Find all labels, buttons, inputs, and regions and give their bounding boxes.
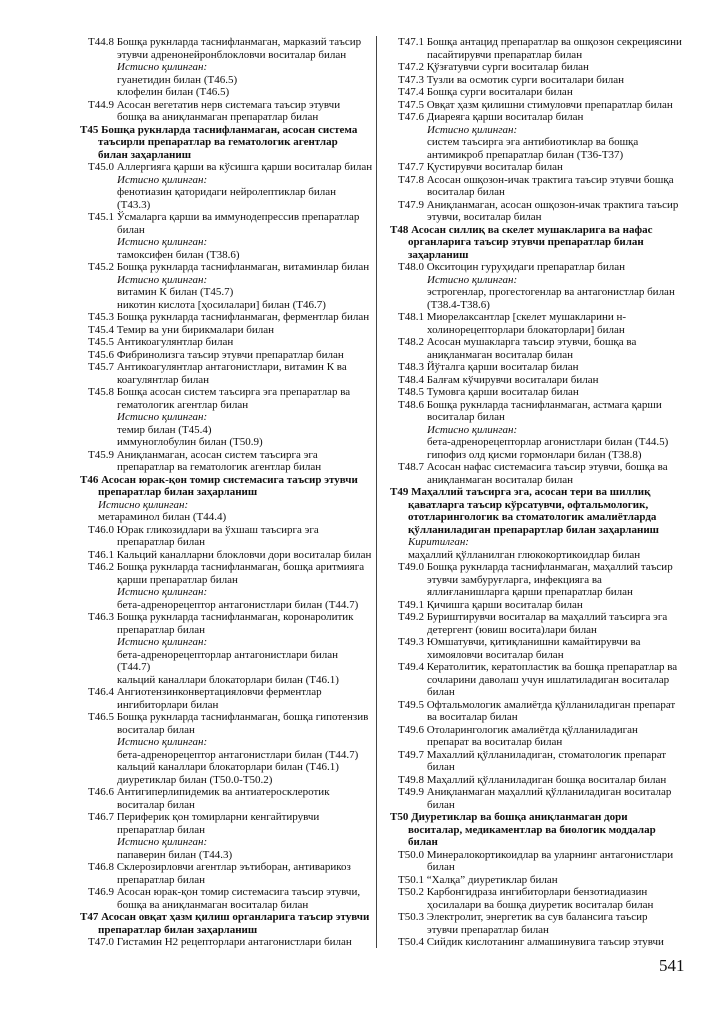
exclusion-label: Истисно қилинган: [117,736,208,748]
entry-continuation-line: билан [117,223,145,236]
code-entry-line: Т50.1 “Халқа” диуретиклар билан [398,873,558,886]
exclusion-reference: клофелин билан (Т46.5) [117,86,230,98]
code-entry-line: Т48.6 Бошқа рукнларда таснифланмаган, астмага қарши [398,398,662,411]
entry-continuation-line: бошқа ва аниқланмаган воситалар билан [117,898,309,911]
entry-continuation-line: аниқланмаган воситалар билан [427,473,574,486]
code-entry-line: Т49.6 Отоларингологик амалиётда қўлланиладиган [398,723,638,736]
exclusion-reference: бета-адренорецептор антагонистлари билан (Т44.7) [117,748,359,761]
exclusion-reference: темир билан (Т45.4) [117,423,212,436]
code-entry-line: Т47.2 Қўзғатувчи сурги воситалар билан [398,61,589,73]
entry-continuation-line: детергент (ювиш восита)лари билан [427,623,597,636]
code-entry-line: Т47.5 Овқат ҳазм қилишни стимуловчи препаратлар билан [398,98,673,111]
section-note-reference: маҳаллий қўлланилган глюкокортикоидлар билан [408,548,641,561]
section-heading-continuation: қаватларга таъсир кўрсатувчи, офтальмологик, [408,498,649,511]
exclusion-reference: кальций каналлари блокаторлари билан (Т46.1) [117,761,339,773]
exclusion-label: Истисно қилинган: [117,636,208,648]
section-heading: Т45 Бошқа рукнларда таснифланмаган, асосан система [80,123,358,136]
code-entry-line: Т47.7 Қустирувчи воситалар билан [398,161,563,173]
code-entry-line: Т44.8 Бошқа рукнларда таснифланмаган, марказий таъсир [88,36,362,48]
code-entry-line: Т49.3 Юмшатувчи, қитиқланишни камайтирувчи ва [398,636,641,648]
exclusion-label: Истисно қилинган: [117,836,208,848]
exclusion-reference: эстрогенлар, прогестогенлар ва антагонистлар билан [427,286,675,298]
section-heading-continuation: қўлланиладиган препарартлар билан заҳарланиш [408,523,659,536]
section-note-label: Истисно қилинган: [98,498,189,511]
code-entry-line: Т47.1 Бошқа антацид препаратлар ва ошқозон секрециясини [398,36,682,48]
code-entry-line: Т45.8 Бошқа асосан систем таъсирга эга препаратлар ва [88,386,351,398]
code-entry-line: Т50.0 Минералокортикоидлар ва уларнинг антагонистлари [398,848,674,861]
code-entry-line: Т49.7 Махаллий қўлланиладиган, стоматологик препарат [398,748,667,761]
exclusion-label: Истисно қилинган: [117,173,208,186]
entry-continuation-line: билан [427,861,455,873]
entry-continuation-line: воситалар билан [427,186,505,198]
exclusion-reference: бета-адренорецептор антагонистлари билан (Т44.7) [117,598,359,611]
exclusion-reference: кальций каналлари блокаторлари билан (Т46.1) [117,673,339,686]
entry-continuation-line: препаратлар билан [117,536,206,548]
code-entry-line: Т46.5 Бошқа рукнларда таснифланмаган, бошқа гипотензив [88,711,369,723]
code-entry-line: Т45.3 Бошқа рукнларда таснифланмаган, ферментлар билан [88,311,370,323]
exclusion-reference: диуретиклар билан (Т50.0-Т50.2) [117,773,273,786]
entry-continuation-line: препаратлар билан [117,873,206,886]
code-entry-line: Т46.4 Ангиотензинконвертацияловчи ферментлар [88,686,322,698]
entry-continuation-line: билан [427,686,455,698]
code-entry-line: Т49.1 Қичишга қарши воситалар билан [398,598,583,611]
section-heading: Т50 Диуретиклар ва бошқа аниқланмаган дори [390,811,628,823]
section-heading-continuation: заҳарланиш [408,248,469,261]
entry-continuation-line: аниқланмаган воситалар билан [427,348,574,361]
code-entry-line: Т45.9 Аниқланмаган, асосан систем таъсирга эга [88,448,318,461]
section-heading-continuation: билан [408,836,438,848]
exclusion-reference: фенотиазин қаторидаги нейролептиклар билан [117,186,336,198]
exclusion-label: Истисно қилинган: [117,61,208,73]
entry-continuation-line: холинорецепторлари блокаторлари] билан [427,323,625,336]
code-entry-line: Т50.4 Сийдик кислотанинг алмашинувига таъсир этувчи [398,936,664,948]
entry-continuation-line: билан [427,761,455,773]
entry-continuation-line: воситалар билан [117,798,195,811]
code-entry-line: Т48.3 Йўталга қарши воситалар билан [398,361,579,373]
code-entry-line: Т47.9 Аниқланмаган, асосан ошқозон-ичак трактига таъсир [398,198,679,211]
code-entry-line: Т45.7 Антикоагулянтлар антагонистлари, витамин К ва [88,361,347,373]
code-entry-line: Т47.3 Тузли ва осмотик сурги воситалари билан [398,73,625,86]
section-heading-continuation: органларига таъсир этувчи препаратлар билан [408,236,644,248]
exclusion-label: Истисно қилинган: [117,236,208,248]
entry-continuation-line: этувчи замбуруғларга, инфекцияга ва [427,573,602,586]
code-entry-line: Т49.2 Буриштирувчи воситалар ва маҳаллий таъсирга эга [398,611,668,623]
section-note-label: Киритилган: [408,536,469,548]
entry-continuation-line: препаратлар ва гематологик агентлар билан [117,461,322,473]
entry-continuation-line: химояловчи воситалар билан [427,648,564,661]
section-heading: Т47 Асосан овқат ҳазм қилиш органларига таъсир этувчи [80,911,370,923]
code-entry-line: Т45.5 Антикоагулянтлар билан [88,336,234,348]
entry-continuation-line: билан [427,798,455,811]
section-heading: Т46 Асосан юрак-қон томир системасига таъсир этувчи [80,473,358,486]
exclusion-reference: (Т43.3) [117,198,151,211]
entry-continuation-line: этувчи адренонейронблокловчи воситалар билан [117,48,347,61]
code-entry-line: Т48.7 Асосан нафас системасига таъсир этувчи, бошқа ва [398,461,668,473]
entry-continuation-line: коагулянтлар билан [117,373,210,386]
code-entry-line: Т47.6 Диареяга қарши воситалар билан [398,111,584,123]
exclusion-reference: бета-адренорецепторлар антагонистлари билан [117,648,339,661]
code-entry-line: Т46.2 Бошқа рукнларда таснифланмаган, бошқа аритмияга [88,561,365,573]
exclusion-reference: (Т44.7) [117,661,151,673]
exclusion-label: Истисно қилинган: [427,273,518,286]
section-heading-continuation: билан заҳарланиш [98,148,191,161]
exclusion-reference: тамоксифен билан (Т38.6) [117,248,240,261]
code-entry-line: Т46.7 Периферик қон томирларни кенгайтирувчи [88,811,320,823]
entry-continuation-line: пасайтирувчи препаратлар билан [427,48,583,61]
code-entry-line: Т50.3 Электролит, энергетик ва сув балансига таъсир [398,911,648,923]
exclusion-label: Истисно қилинган: [117,586,208,598]
left-column [80,36,375,949]
exclusion-label: Истисно қилинган: [117,273,208,286]
exclusion-label: Истисно қилинган: [427,123,518,136]
entry-continuation-line: гематологик агентлар билан [117,398,249,411]
entry-continuation-line: препаратлар билан [117,623,206,636]
code-entry-line: Т49.5 Офтальмологик амалиётда қўлланиладиган препарат [398,698,676,711]
code-entry-line: Т49.9 Аниқланмаган маҳаллий қўлланиладиган воситалар [398,786,672,798]
exclusion-reference: гипофиз олд қисми гормонлари билан (Т38.8) [427,448,642,461]
entry-continuation-line: ҳосилалари ва бошқа диуретик воситалар билан [427,898,654,911]
code-entry-line: Т46.0 Юрак гликозидлари ва ўхшаш таъсирга эга [88,523,319,536]
exclusion-label: Истисно қилинган: [117,411,208,423]
section-heading: Т48 Асосан силлиқ ва скелет мушакларига ва нафас [390,223,653,236]
code-entry-line: Т49.0 Бошқа рукнларда таснифланмаган, маҳаллий таъсир [398,561,673,573]
entry-continuation-line: яллиғланишларга қарши препаратлар билан [427,586,633,598]
code-entry-line: Т47.8 Асосан ошқозон-ичак трактига таъсир этувчи бошқа [398,173,674,186]
code-entry-line: Т48.2 Асосан мушакларга таъсир этувчи, бошқа ва [398,336,637,348]
code-entry-line: Т45.0 Аллергияга қарши ва кўсишга қарши воситалар билан [88,161,373,173]
entry-continuation-line: ингибиторлари билан [117,698,219,711]
section-note-reference: метараминол билан (Т44.4) [98,511,227,523]
right-column [390,36,700,949]
code-entry-line: Т50.2 Карбонгидраза ингибиторлари бензотиадиазин [398,886,648,898]
code-entry-line: Т46.1 Кальций каналларни блокловчи дори воситалар билан [88,548,372,561]
exclusion-reference: систем таъсирга эга антибиотиклар ва бошқа [427,136,639,148]
code-entry-line: Т44.9 Асосан вегетатив нерв системага таъсир этувчи [88,98,341,111]
code-entry-line: Т47.4 Бошқа сурги воситалари билан [398,86,573,98]
code-entry-line: Т45.1 Ўсмаларга қарши ва иммунодепрессив препаратлар [88,211,360,223]
entry-continuation-line: этувчи препаратлар билан [427,923,549,936]
exclusion-reference: витамин К билан (Т45.7) [117,286,234,298]
entry-continuation-line: этувчи, воситалар билан [427,211,542,223]
section-heading-continuation: препаратлар билан заҳарланиш [98,486,258,498]
code-entry-line: Т46.3 Бошқа рукнларда таснифланмаган, коронаролитик [88,611,354,623]
code-entry-line: Т48.4 Балғам кўчирувчи воситалари билан [398,373,599,386]
code-entry-line: Т49.4 Кератолитик, кератопластик ва бошқа препаратлар ва [398,661,678,673]
section-heading-continuation: препаратлар билан заҳарланиш [98,923,258,936]
code-entry-line: Т45.2 Бошқа рукнларда таснифланмаган, витаминлар билан [88,261,370,273]
code-entry-line: Т46.6 Антигиперлипидемик ва антиатеросклеротик [88,786,330,798]
entry-continuation-line: сочларини даволаш учун ишлатиладиган воситалар [427,673,670,686]
exclusion-reference: папаверин билан (Т44.3) [117,848,233,861]
entry-continuation-line: препарат ва воситалар билан [427,736,563,748]
entry-continuation-line: қарши препаратлар билан [117,573,238,586]
entry-continuation-line: воситалар билан [117,723,195,736]
section-heading: Т49 Маҳаллий таъсирга эга, асосан тери ва шиллиқ [390,486,651,498]
section-heading-continuation: ототларингологик ва стоматологик амалиётларда [408,511,657,523]
exclusion-reference: (Т38.4-Т38.6) [427,298,490,311]
entry-continuation-line: бошқа ва аниқланмаган препаратлар билан [117,111,319,123]
code-entry-line: Т45.6 Фибринолизга таъсир этувчи препаратлар билан [88,348,344,361]
exclusion-label: Истисно қилинган: [427,423,518,436]
code-entry-line: Т49.8 Маҳаллий қўлланиладиган бошқа воситалар билан [398,773,667,786]
code-entry-line: Т48.0 Окситоцин гуруҳидаги препаратлар билан [398,261,625,273]
entry-continuation-line: препаратлар билан [117,823,206,836]
code-entry-line: Т48.1 Миорелаксантлар [скелет мушакларини н- [398,311,627,323]
column-divider [376,36,377,948]
exclusion-reference: гуанетидин билан (Т46.5) [117,73,238,86]
exclusion-reference: антимикроб препаратлар билан (Т36-Т37) [427,148,624,161]
page-number: 541 [659,956,685,975]
code-entry-line: Т47.0 Гистамин Н2 рецепторлари антагонистлари билан [88,936,352,948]
section-heading-continuation: таъсирли препаратлар ва гематологик агентлар [98,136,338,148]
entry-continuation-line: ва воситалар билан [427,711,518,723]
exclusion-reference: никотин кислота [ҳосилалари] билан (Т46.7) [117,298,326,311]
code-entry-line: Т46.8 Склерозирловчи агентлар эътиборан, антиварикоз [88,861,351,873]
exclusion-reference: бета-адренорецепторлар агонистлари билан (Т44.5) [427,436,669,448]
code-entry-line: Т46.9 Асосан юрак-қон томир системасига таъсир этувчи, [88,886,361,898]
code-entry-line: Т48.5 Тумовга қарши воситалар билан [398,386,579,398]
code-entry-line: Т45.4 Темир ва уни бирикмалари билан [88,323,275,336]
exclusion-reference: иммуноглобулин билан (Т50.9) [117,436,263,448]
section-heading-continuation: воситалар, медикаментлар ва биологик моддалар [408,823,656,836]
entry-continuation-line: воситалар билан [427,411,505,423]
